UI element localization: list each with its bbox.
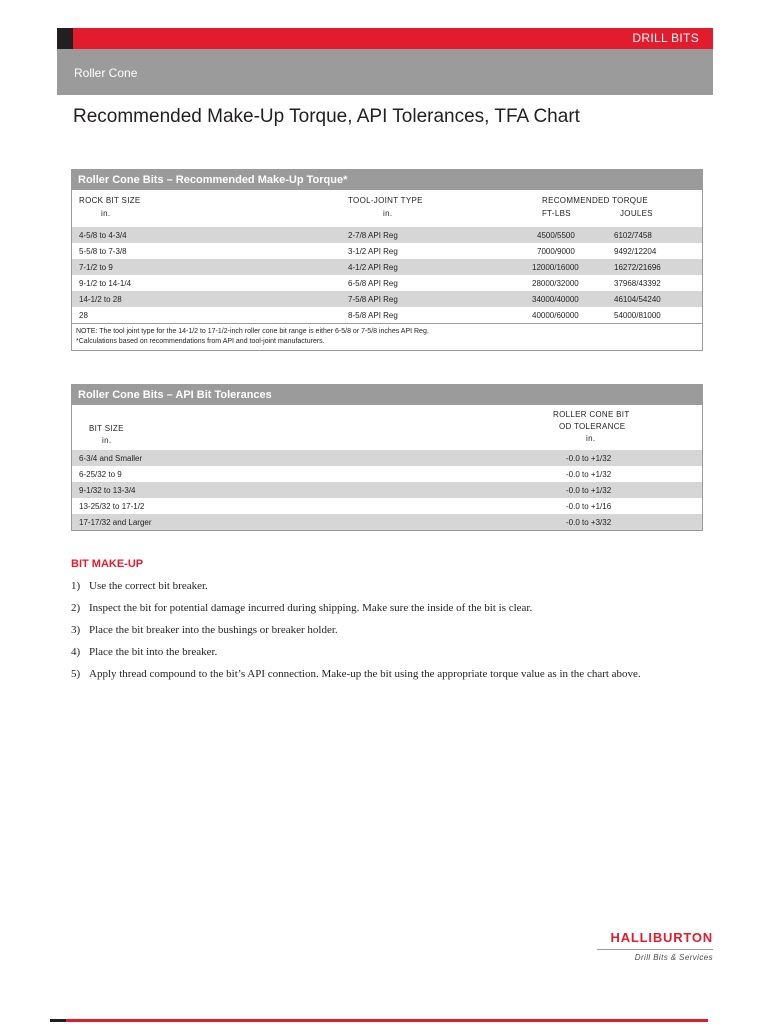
section-label: DRILL BITS	[632, 31, 699, 45]
cell-tolerance: -0.0 to +3/32	[566, 518, 612, 527]
logo-tagline: Drill Bits & Services	[634, 953, 713, 962]
logo-brand: HALLIBURTON	[610, 930, 713, 945]
table-row	[72, 450, 702, 466]
table-row	[72, 259, 702, 275]
step-number: 4)	[71, 646, 81, 658]
cell-joint: 8-5/8 API Reg	[348, 311, 398, 320]
step-number: 3)	[71, 624, 81, 636]
tolerance-table-caption: Roller Cone Bits – API Bit Tolerances	[72, 385, 702, 405]
col-unit-tolerance: in.	[586, 434, 596, 443]
bit-makeup-steps	[71, 580, 641, 690]
cell-tolerance: -0.0 to +1/32	[566, 454, 612, 463]
footer-red-rule	[50, 1019, 708, 1022]
cell-tolerance: -0.0 to +1/16	[566, 502, 612, 511]
table-row	[72, 307, 702, 323]
list-item	[71, 580, 641, 602]
cell-size: 9-1/2 to 14-1/4	[79, 279, 132, 288]
cell-joint: 3-1/2 API Reg	[348, 247, 398, 256]
footer-dark-block	[50, 1019, 66, 1022]
cell-joules: 9492/12204	[614, 247, 657, 256]
cell-joules: 46104/54240	[614, 295, 661, 304]
top-dark-block	[57, 28, 73, 49]
step-number: 2)	[71, 602, 81, 614]
bit-makeup-heading: BIT MAKE-UP	[71, 558, 144, 570]
cell-ftlbs: 34000/40000	[532, 295, 579, 304]
torque-table-header	[72, 190, 702, 227]
cell-ftlbs: 4500/5500	[537, 231, 575, 240]
col-unit-tool-joint-type: in.	[383, 209, 393, 218]
table-row	[72, 482, 702, 498]
table-row	[72, 275, 702, 291]
logo-rule	[597, 949, 713, 950]
table-row	[72, 291, 702, 307]
cell-ftlbs: 28000/32000	[532, 279, 579, 288]
cell-size: 5-5/8 to 7-3/8	[79, 247, 127, 256]
col-header-joules: JOULES	[620, 209, 653, 218]
list-item	[71, 668, 641, 690]
cell-size: 17-17/32 and Larger	[79, 518, 152, 527]
cell-joules: 6102/7458	[614, 231, 652, 240]
cell-ftlbs: 7000/9000	[537, 247, 575, 256]
col-header-tolerance-line1: ROLLER CONE BIT	[553, 410, 630, 419]
col-header-bit-size: BIT SIZE	[89, 424, 124, 433]
list-item	[71, 624, 641, 646]
col-unit-bit-size: in.	[102, 436, 112, 445]
table-row	[72, 227, 702, 243]
cell-ftlbs: 12000/16000	[532, 263, 579, 272]
step-text: Place the bit breaker into the bushings or breaker holder.	[89, 624, 338, 636]
note-calculations: *Calculations based on recommendations from API and tool-joint manufacturers.	[76, 338, 325, 345]
col-header-recommended-torque: RECOMMENDED TORQUE	[542, 196, 649, 205]
cell-ftlbs: 40000/60000	[532, 311, 579, 320]
top-red-bar	[57, 28, 713, 49]
cell-joint: 6-5/8 API Reg	[348, 279, 398, 288]
step-text: Use the correct bit breaker.	[89, 580, 208, 592]
note-tool-joint: NOTE: The tool joint type for the 14-1/2 to 17-1/2-inch roller cone bit range is either 6-5/8 or 7-5/8 inches API Reg.	[76, 328, 429, 335]
col-header-tolerance-line2: OD TOLERANCE	[559, 422, 626, 431]
subsection-bar	[57, 49, 713, 95]
cell-joint: 2-7/8 API Reg	[348, 231, 398, 240]
halliburton-logo	[597, 930, 713, 962]
col-header-ft-lbs: FT-LBS	[542, 209, 571, 218]
subsection-label: Roller Cone	[74, 66, 138, 80]
cell-size: 9-1/32 to 13-3/4	[79, 486, 136, 495]
page-title: Recommended Make-Up Torque, API Tolerances, TFA Chart	[73, 106, 580, 127]
cell-size: 6-25/32 to 9	[79, 470, 122, 479]
cell-size: 6-3/4 and Smaller	[79, 454, 143, 463]
step-text: Place the bit into the breaker.	[89, 646, 218, 658]
list-item	[71, 602, 641, 624]
cell-size: 28	[79, 311, 88, 320]
step-number: 1)	[71, 580, 81, 592]
col-header-tool-joint-type: TOOL-JOINT TYPE	[348, 196, 423, 205]
cell-tolerance: -0.0 to +1/32	[566, 486, 612, 495]
tolerance-table	[71, 384, 703, 531]
torque-table	[71, 169, 703, 351]
col-header-rock-bit-size: ROCK BIT SIZE	[79, 196, 141, 205]
cell-size: 4-5/8 to 4-3/4	[79, 231, 127, 240]
cell-joules: 54000/81000	[614, 311, 661, 320]
torque-table-caption: Roller Cone Bits – Recommended Make-Up Torque*	[72, 170, 702, 190]
step-text: Apply thread compound to the bit’s API connection. Make-up the bit using the appropriate torque value as in the chart above.	[89, 668, 641, 680]
table-row	[72, 514, 702, 530]
table-row	[72, 498, 702, 514]
step-text: Inspect the bit for potential damage incurred during shipping. Make sure the inside of the bit is clear.	[89, 602, 533, 614]
cell-size: 14-1/2 to 28	[79, 295, 122, 304]
table-row	[72, 466, 702, 482]
table-row	[72, 243, 702, 259]
cell-joules: 37968/43392	[614, 279, 661, 288]
cell-size: 7-1/2 to 9	[79, 263, 113, 272]
cell-joint: 7-5/8 API Reg	[348, 295, 398, 304]
table-note	[72, 323, 702, 350]
tolerance-table-header	[72, 405, 702, 450]
col-unit-rock-bit-size: in.	[101, 209, 111, 218]
cell-tolerance: -0.0 to +1/32	[566, 470, 612, 479]
step-number: 5)	[71, 668, 81, 680]
list-item	[71, 646, 641, 668]
cell-joint: 4-1/2 API Reg	[348, 263, 398, 272]
cell-size: 13-25/32 to 17-1/2	[79, 502, 145, 511]
cell-joules: 16272/21696	[614, 263, 661, 272]
